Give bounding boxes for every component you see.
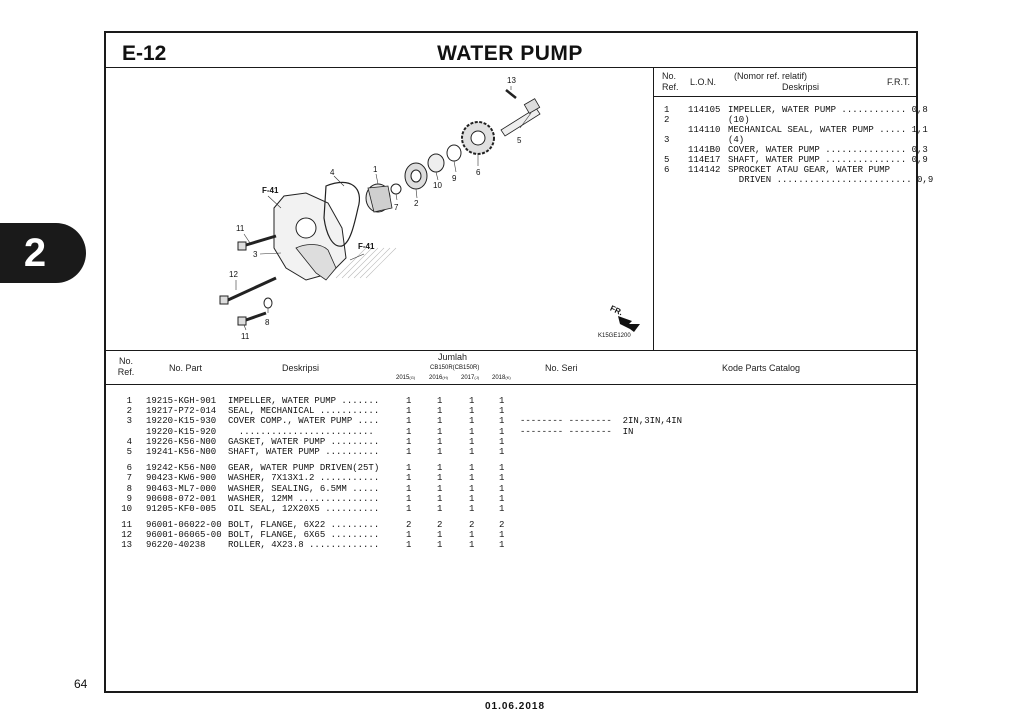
- qty-cell: 1: [406, 493, 412, 504]
- description-cell: GASKET, WATER PUMP .........: [228, 436, 380, 447]
- chapter-number: 2: [23, 231, 47, 275]
- qty-cell: 2: [499, 520, 505, 531]
- qty-cell: 1: [499, 436, 505, 447]
- callout-1: 1: [373, 165, 378, 174]
- page-title: WATER PUMP: [437, 42, 583, 65]
- qty-cell: 1: [437, 416, 443, 427]
- qty-cell: 1: [499, 540, 505, 551]
- ref-no-cell: 9: [126, 493, 132, 504]
- col-no-seri: No. Seri: [545, 363, 578, 373]
- qty-cell: 1: [499, 483, 505, 494]
- callout-4: 4: [330, 168, 335, 177]
- qty-cell: 1: [469, 540, 475, 551]
- qty-cell: 1: [469, 463, 475, 474]
- part-number-cell: 19241-K56-N00: [146, 446, 217, 457]
- qty-cell: 2: [469, 520, 475, 531]
- ref-no-cell: 2: [126, 406, 132, 417]
- roller: [506, 90, 516, 98]
- col-year-2015: 2015(G): [396, 375, 416, 381]
- table-row: [110, 484, 910, 494]
- washer-8: [264, 298, 272, 308]
- qty-cell: 2: [406, 520, 412, 531]
- callout-13: 13: [507, 76, 516, 85]
- ref-row: 1141B0 COVER, WATER PUMP ............... 0,3: [688, 145, 928, 155]
- part-number-cell: 19217-P72-014: [146, 406, 217, 417]
- cover-boss: [296, 218, 316, 238]
- ref-f41-top: F-41: [262, 186, 279, 195]
- ref-no-cell: 13: [121, 540, 132, 551]
- description-cell: ROLLER, 4X23.8 .............: [228, 540, 380, 551]
- washer-9: [447, 145, 461, 161]
- ref-no-cell: 10: [121, 503, 132, 514]
- col-kode: Kode Parts Catalog: [722, 363, 801, 373]
- qty-cell: 1: [469, 396, 475, 406]
- ref-no-cell: 12: [121, 530, 132, 541]
- qty-cell: 1: [499, 396, 505, 406]
- qty-cell: 1: [437, 436, 443, 447]
- serial-cell: -------- -------- 2IN,3IN,4IN: [520, 416, 683, 427]
- qty-cell: 1: [499, 406, 505, 417]
- ref-col-no: No. Ref.: [662, 71, 679, 92]
- part-number-cell: 19226-K56-N00: [146, 436, 217, 447]
- part-number-cell: 19220-K15-920: [146, 426, 217, 437]
- section-code: E-12: [122, 42, 167, 65]
- description-cell: WASHER, 7X13X1.2 ...........: [228, 473, 380, 484]
- col-year-2017: 2017(J): [461, 375, 480, 381]
- qty-cell: 1: [406, 503, 412, 514]
- table-row: [110, 437, 910, 447]
- part-number-cell: 96001-06022-00: [146, 520, 222, 531]
- qty-cell: 1: [499, 426, 505, 437]
- qty-cell: 1: [499, 416, 505, 427]
- callout-9: 9: [452, 174, 457, 183]
- callout-7: 7: [394, 203, 399, 212]
- qty-cell: 1: [406, 436, 412, 447]
- qty-cell: 1: [406, 406, 412, 417]
- description-cell: GEAR, WATER PUMP DRIVEN(25T): [228, 463, 380, 474]
- part-number-cell: 91205-KF0-005: [146, 503, 217, 514]
- part-number-cell: 19220-K15-930: [146, 416, 217, 427]
- col-no-part: No. Part: [169, 363, 203, 373]
- qty-cell: 1: [469, 446, 475, 457]
- table-row: [110, 406, 910, 416]
- ref-row: 3 114110 MECHANICAL SEAL, WATER PUMP ..... 1,1 (4): [664, 125, 928, 145]
- part-number-cell: 19242-K56-N00: [146, 463, 217, 474]
- qty-cell: 1: [469, 473, 475, 484]
- ref-rows: [662, 105, 934, 185]
- col-jumlah: Jumlah: [438, 352, 468, 362]
- page-number: 64: [74, 677, 88, 691]
- ref-col-deskripsi: Deskripsi: [782, 82, 820, 92]
- qty-cell: 1: [437, 483, 443, 494]
- bolt-11-bottom: [238, 313, 266, 325]
- callout-12: 12: [229, 270, 238, 279]
- table-row: [110, 504, 910, 514]
- qty-cell: 1: [437, 493, 443, 504]
- col-year-2016: 2016(H): [429, 375, 448, 381]
- qty-cell: 1: [437, 426, 443, 437]
- qty-cell: 1: [469, 436, 475, 447]
- driven-gear: [462, 122, 494, 154]
- table-row: [110, 416, 910, 426]
- parts-table-header-bottom: [106, 384, 917, 385]
- part-number-cell: 90608-072-001: [146, 493, 217, 504]
- figure-code: K15GE1200: [598, 333, 631, 339]
- col-year-2018: 2018(K): [492, 375, 511, 381]
- ref-row: 5 114E17 SHAFT, WATER PUMP ............... 0,9: [664, 155, 928, 165]
- qty-cell: 1: [406, 530, 412, 541]
- description-cell: BOLT, FLANGE, 6X22 .........: [228, 520, 380, 531]
- qty-cell: 1: [437, 406, 443, 417]
- qty-cell: 1: [469, 530, 475, 541]
- qty-cell: 1: [437, 530, 443, 541]
- qty-cell: 1: [437, 540, 443, 551]
- col-models: CB150R(CB150R): [430, 365, 480, 371]
- ref-col-frt: F.R.T.: [887, 77, 911, 87]
- description-cell: WASHER, SEALING, 6.5MM .....: [228, 483, 380, 494]
- qty-cell: 1: [499, 493, 505, 504]
- front-arrow-icon: [618, 316, 640, 332]
- qty-cell: 1: [406, 396, 412, 406]
- bolt-11-top: [238, 236, 276, 250]
- qty-cell: 1: [406, 463, 412, 474]
- table-row: [110, 447, 910, 457]
- front-label: FR.: [608, 303, 625, 318]
- qty-cell: 1: [437, 463, 443, 474]
- ref-row: 1 2 114105 IMPELLER, WATER PUMP ............ 0,8 (10): [664, 105, 928, 125]
- serial-cell: -------- -------- IN: [520, 426, 634, 437]
- qty-cell: 1: [499, 530, 505, 541]
- callout-5: 5: [517, 136, 522, 145]
- description-cell: WASHER, 12MM ...............: [228, 493, 380, 504]
- callout-8: 8: [265, 318, 270, 327]
- description-cell: OIL SEAL, 12X20X5 ..........: [228, 503, 380, 514]
- part-number-cell: 90463-ML7-000: [146, 483, 217, 494]
- ref-col-nomor: (Nomor ref. relatif): [734, 71, 808, 81]
- qty-cell: 1: [499, 473, 505, 484]
- ref-no-cell: 3: [126, 416, 132, 427]
- exploded-diagram: [106, 68, 653, 350]
- group-spacer: [110, 551, 910, 557]
- qty-cell: 1: [437, 446, 443, 457]
- ref-col-lon: L.O.N.: [690, 77, 717, 87]
- callout-11-top: 11: [236, 224, 245, 233]
- description-cell: SEAL, MECHANICAL ...........: [228, 406, 380, 417]
- description-cell: IMPELLER, WATER PUMP .......: [228, 396, 380, 406]
- diagram-divider: [653, 68, 654, 350]
- qty-cell: 1: [499, 503, 505, 514]
- table-row: [110, 540, 910, 550]
- part-number-cell: 90423-KW6-900: [146, 473, 217, 484]
- description-cell: .........................: [228, 426, 374, 437]
- ref-no-cell: 7: [126, 473, 132, 484]
- qty-cell: 1: [406, 426, 412, 437]
- qty-cell: 1: [499, 446, 505, 457]
- callout-2: 2: [414, 199, 419, 208]
- qty-cell: 1: [469, 483, 475, 494]
- part-number-cell: 19215-KGH-901: [146, 396, 217, 406]
- ref-no-cell: 5: [126, 446, 132, 457]
- parts-table-body: [110, 396, 910, 557]
- washer-7: [391, 184, 401, 194]
- description-cell: SHAFT, WATER PUMP ..........: [228, 446, 380, 457]
- qty-cell: 1: [406, 446, 412, 457]
- callout-3: 3: [253, 250, 258, 259]
- qty-cell: 1: [469, 493, 475, 504]
- part-number-cell: 96220-40238: [146, 540, 206, 551]
- part-number-cell: 96001-06065-00: [146, 530, 222, 541]
- col-deskripsi: Deskripsi: [282, 363, 320, 373]
- qty-cell: 1: [406, 473, 412, 484]
- ref-no-cell: 11: [121, 520, 132, 531]
- ref-f41-right: F-41: [358, 242, 375, 251]
- table-row: [110, 530, 910, 540]
- qty-cell: 1: [437, 503, 443, 514]
- table-row: [110, 520, 910, 530]
- impeller: [366, 184, 392, 212]
- ref-no-cell: 1: [126, 396, 132, 406]
- ref-no-cell: 4: [126, 436, 132, 447]
- oil-seal: [428, 154, 444, 172]
- ref-header-rule: [654, 96, 917, 97]
- qty-cell: 1: [469, 406, 475, 417]
- description-cell: BOLT, FLANGE, 6X65 .........: [228, 530, 380, 541]
- qty-cell: 2: [437, 520, 443, 531]
- ref-row: 6 114142 SPROCKET ATAU GEAR, WATER PUMP DRIVEN ......................... 0,9: [664, 165, 934, 185]
- callout-11-bottom: 11: [241, 332, 250, 341]
- callout-6: 6: [476, 168, 481, 177]
- qty-cell: 1: [469, 416, 475, 427]
- parts-table-top: [106, 350, 917, 351]
- callout-10: 10: [433, 181, 442, 190]
- footer-date: 01.06.2018: [484, 701, 546, 712]
- ref-no-cell: 6: [126, 463, 132, 474]
- table-row: [110, 463, 910, 473]
- table-row: [110, 473, 910, 483]
- table-row: [110, 396, 910, 406]
- description-cell: COVER COMP., WATER PUMP ....: [228, 416, 380, 427]
- qty-cell: 1: [437, 473, 443, 484]
- col-no-ref: No. Ref.: [117, 356, 135, 377]
- qty-cell: 1: [406, 540, 412, 551]
- ref-no-cell: 8: [126, 483, 132, 494]
- table-row: [110, 427, 910, 437]
- pump-shaft: [501, 99, 540, 136]
- qty-cell: 1: [437, 396, 443, 406]
- qty-cell: 1: [469, 426, 475, 437]
- table-row: [110, 494, 910, 504]
- qty-cell: 1: [406, 416, 412, 427]
- qty-cell: 1: [406, 483, 412, 494]
- qty-cell: 1: [499, 463, 505, 474]
- qty-cell: 1: [469, 503, 475, 514]
